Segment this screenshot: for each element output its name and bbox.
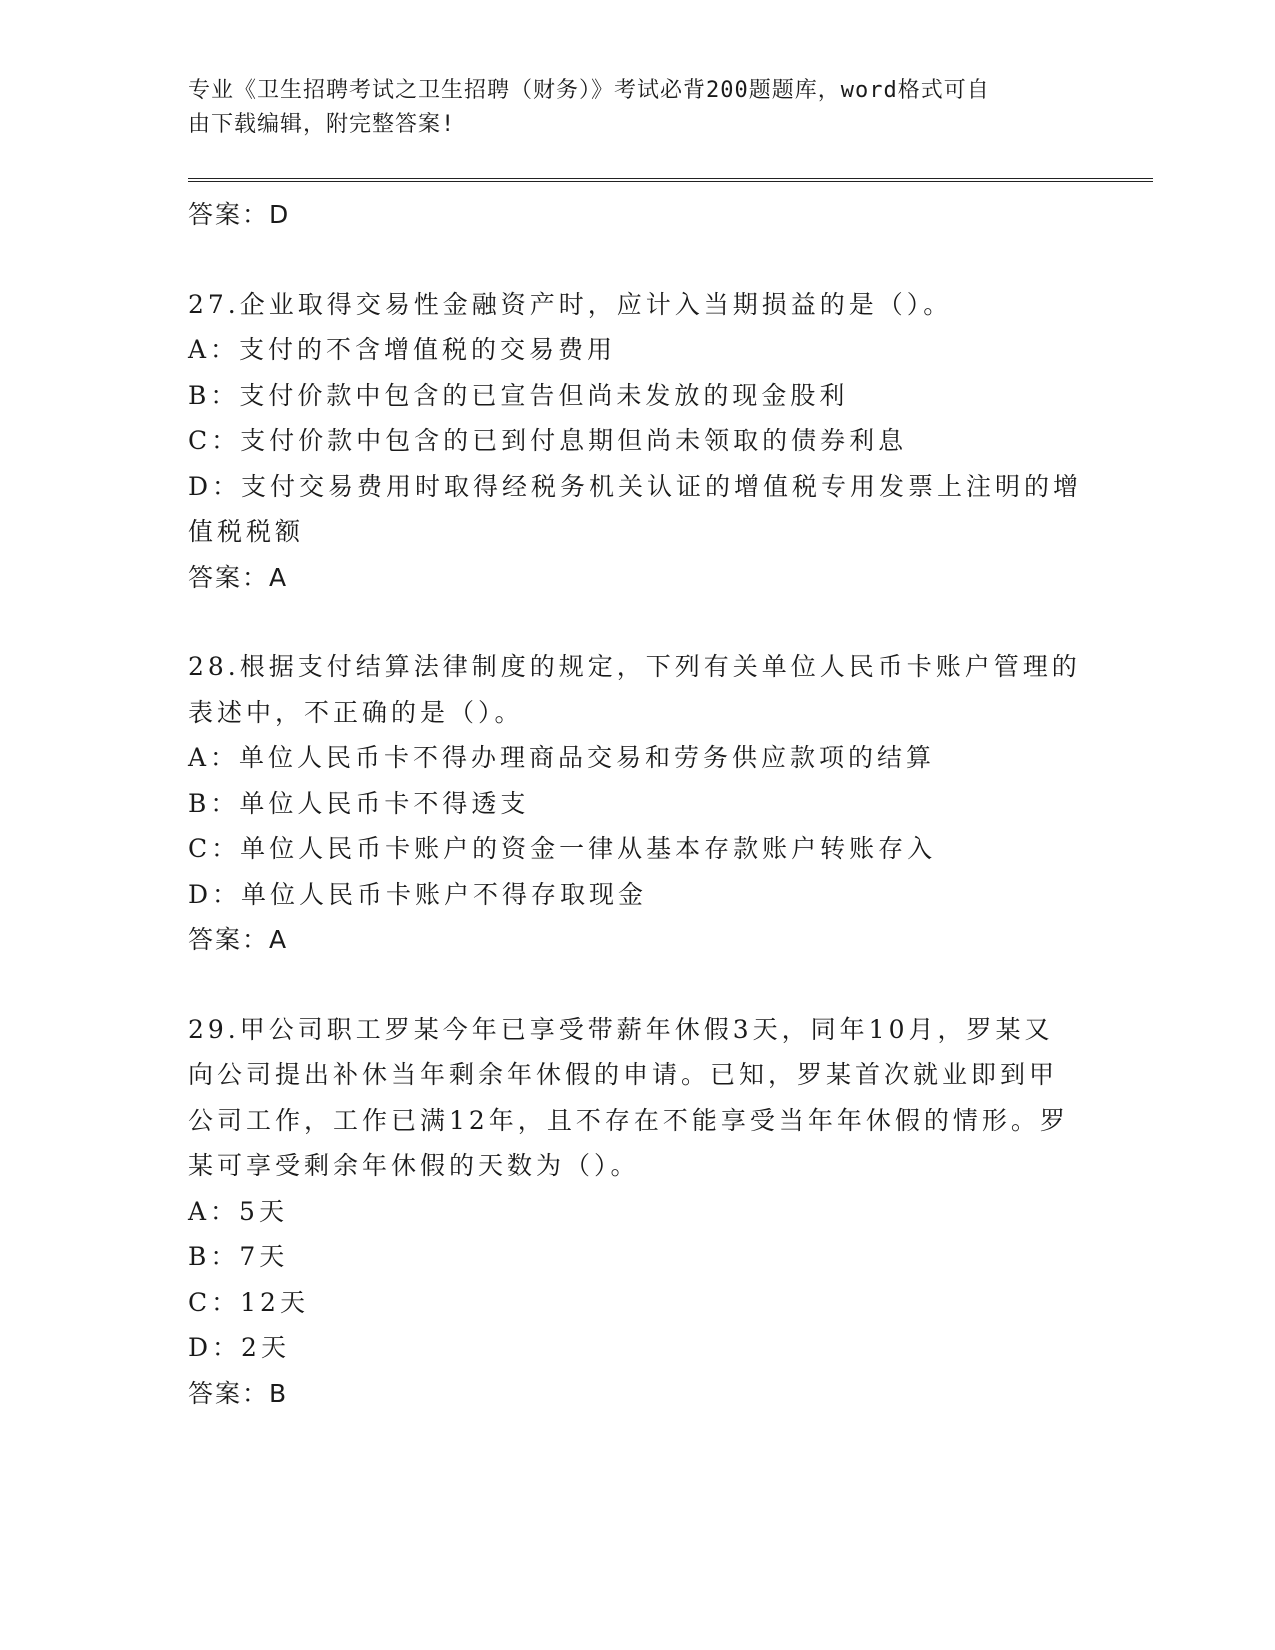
answer-line: 答案：A	[188, 925, 289, 954]
option-text: D：单位人民币卡账户不得存取现金	[188, 879, 648, 909]
option-d	[188, 464, 1148, 555]
question-content	[188, 192, 1148, 1416]
option-c	[188, 418, 1148, 464]
document-header	[188, 0, 1068, 142]
stem-line: 表述中，不正确的是（）。	[188, 697, 524, 727]
option-a	[188, 735, 1148, 781]
header-divider	[188, 178, 1153, 182]
option-b	[188, 373, 1148, 419]
option-text: A：单位人民币卡不得办理商品交易和劳务供应款项的结算	[188, 743, 936, 772]
option-a	[188, 1189, 1148, 1235]
option-text: A：支付的不含增值税的交易费用	[188, 335, 617, 364]
option-b	[188, 781, 1148, 827]
option-b	[188, 1234, 1148, 1280]
question-stem	[188, 644, 1081, 735]
question-27	[188, 282, 1148, 601]
option-c	[188, 826, 1148, 872]
option-text: B：支付价款中包含的已宣告但尚未发放的现金股利	[188, 380, 849, 410]
question-stem	[188, 1007, 1078, 1189]
option-text: C：支付价款中包含的已到付息期但尚未领取的债券利息	[188, 426, 908, 455]
option-text: A：5天	[188, 1196, 288, 1226]
header-line: 专业《卫生招聘考试之卫生招聘（财务）》考试必背200题题库，word格式可自	[188, 78, 990, 103]
stem-line: 某可享受剩余年休假的天数为（）。	[188, 1151, 640, 1180]
option-a	[188, 327, 1148, 373]
option-text: C：12天	[188, 1287, 309, 1317]
header-line: 由下载编辑，附完整答案!	[188, 112, 456, 137]
option-d	[188, 1325, 1148, 1371]
stem-line: 27.企业取得交易性金融资产时，应计入当期损益的是（）。	[188, 289, 953, 319]
question-29	[188, 1007, 1148, 1417]
question-28	[188, 644, 1148, 963]
option-text: C：单位人民币卡账户的资金一律从基本存款账户转账存入	[188, 834, 937, 863]
option-c	[188, 1280, 1148, 1326]
stem-line: 28.根据支付结算法律制度的规定，下列有关单位人民币卡账户管理的	[188, 652, 1081, 681]
option-d	[188, 872, 1148, 918]
stem-line: 29.甲公司职工罗某今年已享受带薪年休假3天，同年10月，罗某又	[188, 1014, 1054, 1044]
stem-line: 公司工作，工作已满12年，且不存在不能享受当年年休假的情形。罗	[188, 1105, 1069, 1135]
document-page	[188, 0, 1148, 1416]
option-text: D：2天	[188, 1333, 290, 1362]
answer-line: 答案：B	[188, 1378, 289, 1408]
answer-line: 答案：A	[188, 562, 289, 592]
option-text: 值税税额	[188, 517, 305, 546]
question-stem	[188, 282, 1078, 328]
option-text: B：单位人民币卡不得透支	[188, 788, 530, 818]
stem-line: 向公司提出补休当年剩余年休假的申请。已知，罗某首次就业即到甲	[188, 1060, 1059, 1089]
option-text: D：支付交易费用时取得经税务机关认证的增值税专用发票上注明的增	[188, 471, 1083, 501]
option-text: B：7天	[188, 1242, 289, 1271]
answer-line: 答案：D	[188, 200, 291, 229]
